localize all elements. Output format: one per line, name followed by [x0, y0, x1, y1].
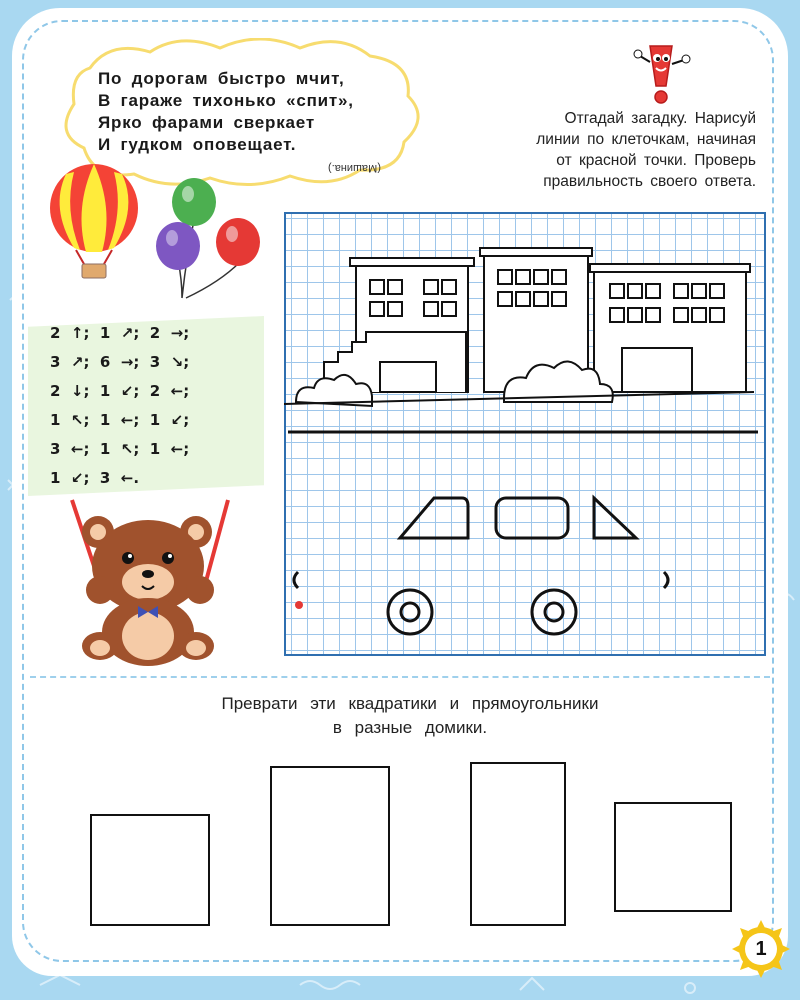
task2-line: в разные домики.: [332, 718, 488, 737]
instruction-line: линии по клеточкам, начиная: [536, 131, 756, 148]
page-number: 1: [755, 938, 767, 960]
code-line: 2 ↓; 1 ↙; 2 ←;: [50, 382, 190, 400]
car-fragments: [294, 498, 668, 634]
riddle-line: Ярко фарами сверкает: [98, 113, 315, 132]
task2-line: Преврати эти квадратики и прямоугольники: [221, 694, 599, 713]
exclamation-mascot-icon: [628, 40, 708, 110]
buildings-illustration: [284, 248, 754, 406]
page-number-badge: [730, 918, 792, 985]
task-instructions: [438, 108, 756, 192]
code-line: 1 ↖; 1 ←; 1 ↙;: [50, 411, 190, 429]
code-line: 3 ↗; 6 →; 3 ↘;: [50, 353, 190, 371]
instruction-line: правильность своего ответа.: [543, 173, 756, 190]
instruction-line: от красной точки. Проверь: [556, 152, 756, 169]
start-dot: [295, 601, 303, 609]
riddle-line: В гараже тихонько «спит»,: [98, 91, 354, 110]
tall-rectangle-shape[interactable]: [470, 762, 566, 926]
riddle-answer: (Машина.): [328, 162, 381, 174]
balloons-icon: [148, 176, 268, 306]
code-line: 2 ↑; 1 ↗; 2 →;: [50, 324, 190, 342]
instruction-line: Отгадай загадку. Нарисуй: [564, 110, 756, 127]
riddle-text: [98, 68, 418, 156]
square-shape[interactable]: [614, 802, 732, 912]
grid-drawings: [284, 212, 766, 656]
section-divider: [30, 676, 770, 678]
riddle-line: По дорогам быстро мчит,: [98, 69, 345, 88]
hot-air-balloon-icon: [46, 164, 142, 280]
code-line: 3 ←; 1 ↖; 1 ←;: [50, 440, 190, 458]
square-shape[interactable]: [90, 814, 210, 926]
riddle-line: И гудком оповещает.: [98, 135, 297, 154]
teddy-bear-icon: [60, 490, 240, 670]
rectangle-shape[interactable]: [270, 766, 390, 926]
code-line: 1 ↙; 3 ←.: [50, 469, 140, 487]
task2-instructions: [100, 692, 720, 740]
